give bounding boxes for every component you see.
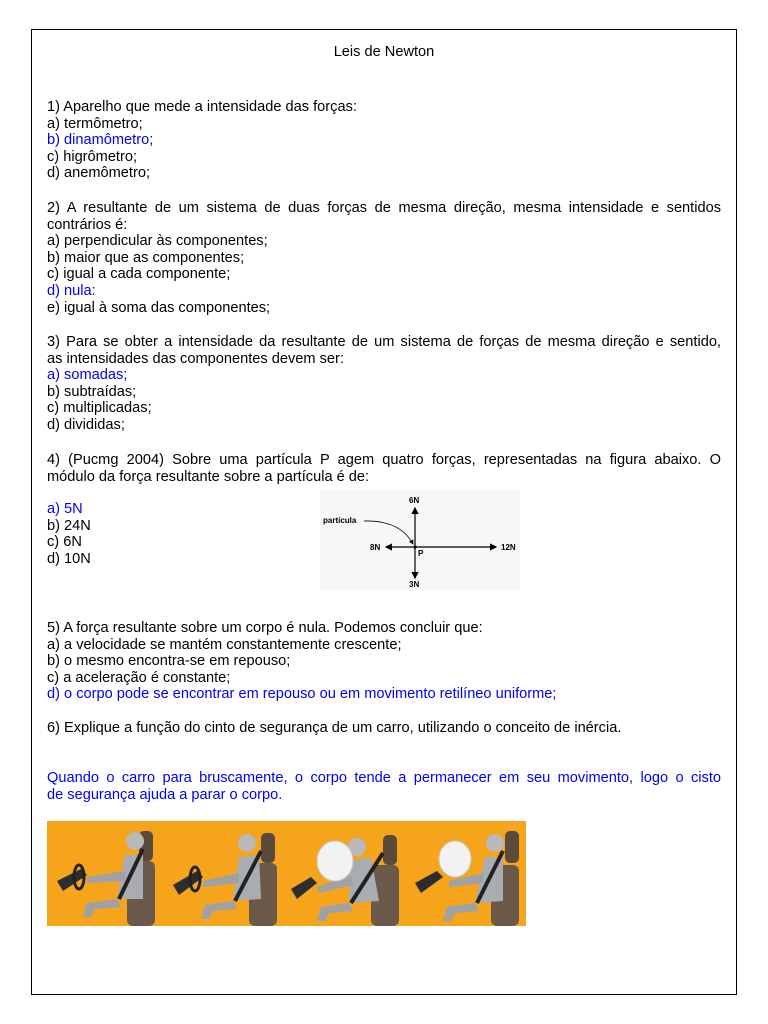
- illustration-panel-2: [167, 821, 287, 926]
- question-6-answer-line-1: Quando o carro para bruscamente, o corpo tende a permanecer em seu movimento, logo o cisto: [47, 770, 721, 786]
- question-2-text-line-2: contrários é:: [47, 216, 128, 233]
- question-2-text-line-1: 2) A resultante de um sistema de duas forças de mesma direção, mesma intensidade e sentidos: [47, 200, 721, 216]
- airbag-cushion-icon: [407, 821, 526, 926]
- question-2-option-d-answer: d) nula:: [47, 282, 96, 299]
- question-5-option-c: c) a aceleração é constante;: [47, 669, 231, 686]
- seatbelt-lean-icon: [167, 821, 287, 926]
- question-5-text: 5) A força resultante sobre um corpo é nula. Podemos concluir que:: [47, 620, 483, 636]
- question-4-text-line-2: módulo da força resultante sobre a partícula é de:: [47, 468, 370, 485]
- question-1-option-c: c) higrômetro;: [47, 148, 138, 165]
- question-3-text-line-1: 3) Para se obter a intensidade da resultante de um sistema de forças de mesma direção e sentido,: [47, 334, 721, 350]
- question-5-option-a: a) a velocidade se mantém constantemente crescente;: [47, 636, 402, 653]
- question-6-answer: [47, 770, 721, 803]
- forces-diagram-svg: [320, 490, 520, 590]
- illustration-panel-4: [407, 821, 526, 926]
- document-title: Leis de Newton: [333, 44, 435, 60]
- point-label: P: [418, 549, 424, 558]
- question-6-text: 6) Explique a função do cinto de segurança de um carro, utilizando o conceito de inércia.: [47, 720, 622, 736]
- question-5-option-d-answer: d) o corpo pode se encontrar em repouso ou em movimento retilíneo uniforme;: [47, 686, 557, 703]
- question-5-option-b: b) o mesmo encontra-se em repouso;: [47, 653, 291, 670]
- airbag-deploy-icon: [287, 821, 407, 926]
- illustration-panel-1: [47, 821, 167, 926]
- forces-diagram: [320, 490, 520, 590]
- question-4: [47, 452, 721, 485]
- seatbelt-airbag-illustration: [47, 821, 526, 926]
- seatbelt-driver-icon: [47, 821, 167, 926]
- particle-dot: [413, 545, 416, 548]
- question-3-option-b: b) subtraídas;: [47, 383, 137, 400]
- question-4-options: [47, 501, 167, 567]
- question-4-option-d: d) 10N: [47, 550, 91, 567]
- question-3: [47, 334, 721, 434]
- question-3-option-d: d) divididas;: [47, 416, 125, 433]
- question-5: [47, 620, 721, 703]
- force-up-label: 6N: [409, 496, 420, 505]
- question-3-option-c: c) multiplicadas;: [47, 400, 152, 417]
- question-4-option-a-answer: a) 5N: [47, 501, 83, 517]
- question-2-option-c: c) igual a cada componente;: [47, 266, 231, 283]
- question-1: [47, 99, 721, 182]
- particle-label: partícula: [323, 516, 357, 525]
- question-4-option-b: b) 24N: [47, 517, 91, 534]
- illustration-panel-3: [287, 821, 407, 926]
- question-4-text-line-1: 4) (Pucmg 2004) Sobre uma partícula P agem quatro forças, representadas na figura abaixo. O: [47, 452, 721, 468]
- question-6: [47, 720, 721, 737]
- question-1-option-b-answer: b) dinamômetro;: [47, 132, 154, 149]
- question-2-option-e: e) igual à soma das componentes;: [47, 299, 271, 316]
- question-6-answer-line-2: de segurança ajuda a parar o corpo.: [47, 786, 283, 803]
- force-left-label: 8N: [370, 543, 381, 552]
- question-2-option-b: b) maior que as componentes;: [47, 249, 245, 266]
- question-3-option-a-answer: a) somadas;: [47, 367, 128, 384]
- question-1-text: 1) Aparelho que mede a intensidade das forças:: [47, 99, 357, 115]
- question-3-text-line-2: as intensidades das componentes devem ser:: [47, 350, 344, 367]
- question-1-option-a: a) termômetro;: [47, 115, 143, 132]
- question-2: [47, 200, 721, 316]
- force-right-label: 12N: [501, 543, 516, 552]
- question-4-option-c: c) 6N: [47, 534, 82, 551]
- force-down-label: 3N: [409, 580, 420, 589]
- question-1-option-d: d) anemômetro;: [47, 165, 151, 182]
- diagram-background: [320, 490, 520, 590]
- question-2-option-a: a) perpendicular às componentes;: [47, 233, 268, 250]
